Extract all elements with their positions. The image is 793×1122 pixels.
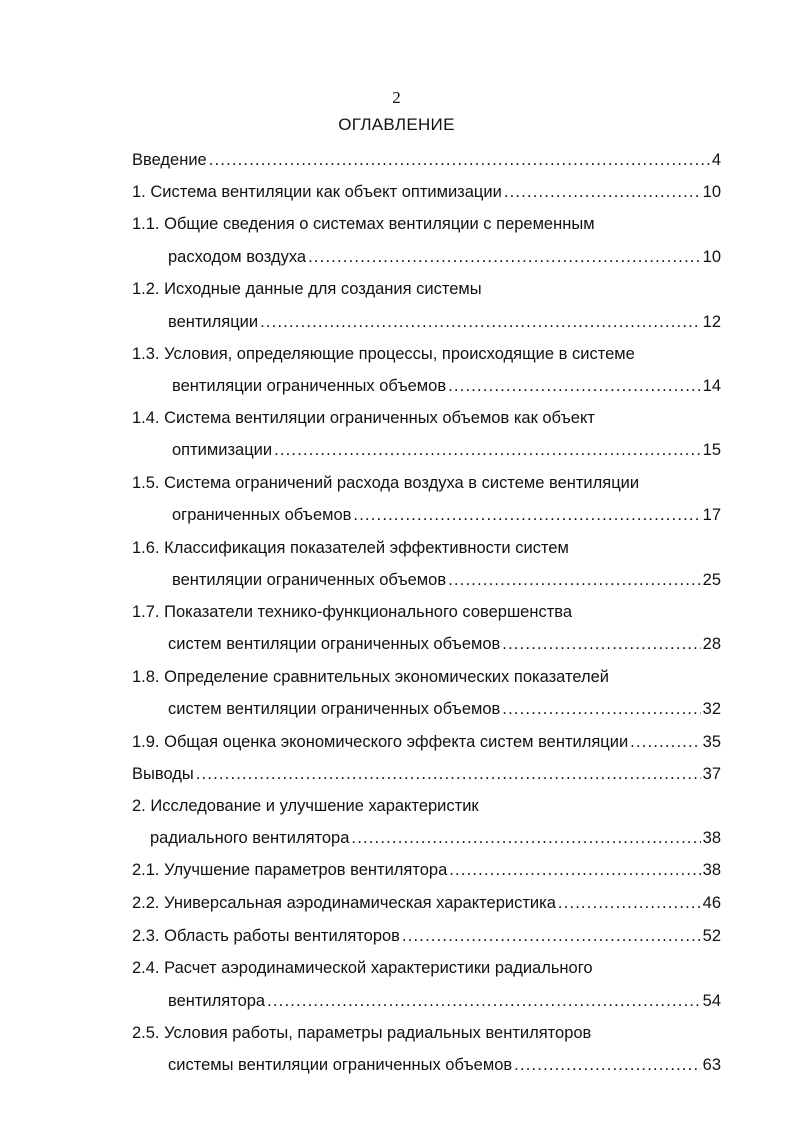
toc-leader-dots <box>209 148 710 172</box>
toc-entry-title: оптимизации <box>172 441 273 459</box>
toc-entry-page: 54 <box>702 992 721 1010</box>
toc-leader-dots <box>351 826 700 850</box>
toc-entry-page: 4 <box>711 151 721 169</box>
toc-leader-dots <box>196 762 701 786</box>
toc-entry-page: 15 <box>702 441 721 459</box>
toc-entry <box>168 697 721 721</box>
toc-entry-page: 38 <box>702 861 721 879</box>
toc-entry <box>132 891 721 915</box>
toc-entry-page: 17 <box>702 506 721 524</box>
toc-entry <box>172 503 721 527</box>
toc-entry <box>132 180 721 204</box>
toc-entry-title: систем вентиляции ограниченных объемов <box>168 700 501 718</box>
toc-heading-line: 1.5. Система ограничений расхода воздуха в системе вентиляции <box>132 474 640 492</box>
toc-entry <box>172 568 721 592</box>
toc-entry-title: Введение <box>132 151 207 169</box>
toc-heading-line: 2.4. Расчет аэродинамической характеристики радиального <box>132 959 593 977</box>
toc-entry <box>168 245 721 269</box>
toc-entry <box>168 989 721 1013</box>
toc-leader-dots <box>402 924 701 948</box>
toc-entry-page: 28 <box>702 635 721 653</box>
toc-heading-line: 1.2. Исходные данные для создания системы <box>132 280 482 298</box>
toc-entry <box>132 762 721 786</box>
toc-heading-line: 1.4. Система вентиляции ограниченных объемов как объект <box>132 409 595 427</box>
toc-heading-line: 1.8. Определение сравнительных экономических показателей <box>132 668 609 686</box>
toc-heading-line: 1.7. Показатели технико-функционального совершенства <box>132 603 573 621</box>
toc-entry-title: 1.9. Общая оценка экономического эффекта систем вентиляции <box>132 733 629 751</box>
toc-heading-line: 2.5. Условия работы, параметры радиальных вентиляторов <box>132 1024 592 1042</box>
toc-heading-line: 1.1. Общие сведения о системах вентиляции с переменным <box>132 215 595 233</box>
toc-leader-dots <box>504 180 701 204</box>
toc-entry-title: вентиляции <box>168 313 259 331</box>
toc-heading-line: 1.3. Условия, определяющие процессы, происходящие в системе <box>132 345 635 363</box>
toc-entry-page: 10 <box>702 248 721 266</box>
toc-entry <box>132 148 721 172</box>
toc-leader-dots <box>449 858 700 882</box>
toc-leader-dots <box>353 503 700 527</box>
toc-entry-page: 38 <box>702 829 721 847</box>
toc-heading-line: 1.6. Классификация показателей эффективности систем <box>132 539 569 557</box>
toc-entry-page: 32 <box>702 700 721 718</box>
toc-entry <box>150 826 721 850</box>
toc-leader-dots <box>267 989 701 1013</box>
toc-entry <box>132 858 721 882</box>
toc-leader-dots <box>448 568 701 592</box>
toc-entry <box>172 438 721 462</box>
toc-entry-page: 46 <box>702 894 721 912</box>
toc-entry-page: 10 <box>702 183 721 201</box>
toc-entry-page: 25 <box>702 571 721 589</box>
toc-leader-dots <box>308 245 701 269</box>
toc-entry-title: радиального вентилятора <box>150 829 350 847</box>
toc-entry-page: 63 <box>702 1056 721 1074</box>
toc-entry <box>132 924 721 948</box>
toc-leader-dots <box>274 438 701 462</box>
toc-entry-page: 37 <box>702 765 721 783</box>
toc-entry-title: 1. Система вентиляции как объект оптимизации <box>132 183 502 201</box>
toc-leader-dots <box>514 1053 700 1077</box>
toc-entry-title: вентилятора <box>168 992 266 1010</box>
toc-entry-title: вентиляции ограниченных объемов <box>172 571 447 589</box>
toc-entry-title: Выводы <box>132 765 194 783</box>
page-title: ОГЛАВЛЕНИЕ <box>338 115 455 134</box>
toc-entry <box>168 1053 721 1077</box>
toc-entry <box>132 730 721 754</box>
toc-entry-page: 14 <box>702 377 721 395</box>
toc-entry <box>172 374 721 398</box>
toc-entry <box>168 632 721 656</box>
toc-leader-dots <box>558 891 701 915</box>
toc-entry-page: 35 <box>702 733 721 751</box>
toc-leader-dots <box>260 310 701 334</box>
toc-leader-dots <box>502 632 700 656</box>
toc-entry-title: систем вентиляции ограниченных объемов <box>168 635 501 653</box>
toc-heading-line: 2. Исследование и улучшение характеристик <box>132 797 479 815</box>
toc-entry-title: ограниченных объемов <box>172 506 352 524</box>
toc-entry-title: 2.1. Улучшение параметров вентилятора <box>132 861 448 879</box>
toc-entry-page: 12 <box>702 313 721 331</box>
toc-entry <box>168 310 721 334</box>
toc-entry-page: 52 <box>702 927 721 945</box>
toc-leader-dots <box>448 374 701 398</box>
toc-entry-title: 2.3. Область работы вентиляторов <box>132 927 400 945</box>
toc-leader-dots <box>630 730 700 754</box>
toc-entry-title: 2.2. Универсальная аэродинамическая характеристика <box>132 894 556 912</box>
toc-leader-dots <box>502 697 700 721</box>
toc-entry-title: расходом воздуха <box>168 248 307 266</box>
toc-entry-title: вентиляции ограниченных объемов <box>172 377 447 395</box>
page-number: 2 <box>392 88 401 107</box>
toc-entry-title: системы вентиляции ограниченных объемов <box>168 1056 513 1074</box>
